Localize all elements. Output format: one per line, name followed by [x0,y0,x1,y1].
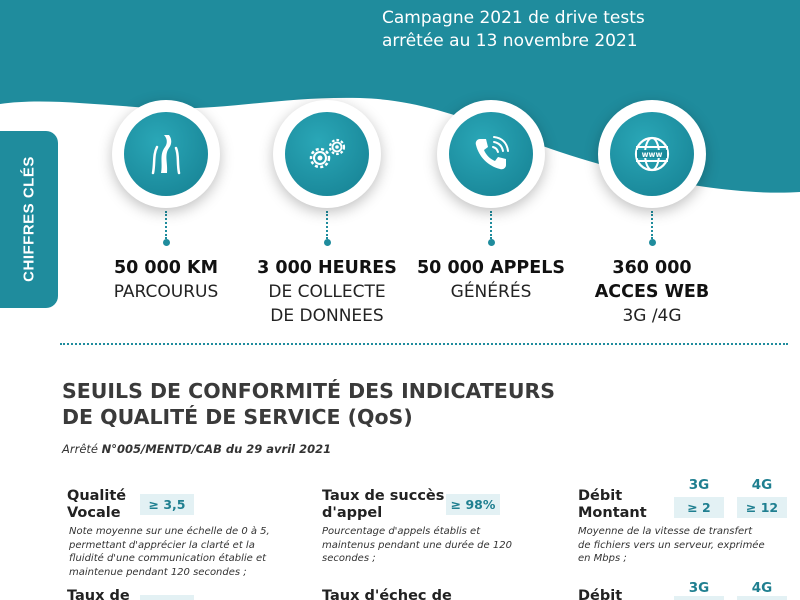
indicator-title-call-success: Taux de succès d'appel [322,488,445,521]
key-figures-tab [0,131,58,308]
phone-call-icon [471,134,511,174]
threshold-badge: ≥ 98% [446,494,500,515]
stat-circle [273,100,381,208]
key-figures-label: CHIFFRES CLÉS [20,156,38,282]
stat-value: 360 000 [612,258,692,278]
gears-icon [303,134,351,174]
dotted-divider [60,343,788,345]
stat-value: 50 000 KM [113,258,219,278]
stat-web-access [552,100,752,328]
stat-value: 50 000 APPELS [417,258,565,278]
www-globe-icon [632,134,672,174]
indicator-title-row2-2: Taux d'échec de [322,588,452,600]
indicator-description: Pourcentage d'appels établis et maintenus pendant une durée de 120 secondes ; [322,526,512,564]
threshold-badge: ≥ 3,5 [140,494,194,515]
generation-4g-label: 4G [751,477,773,493]
stat-caption: DE COLLECTE [268,282,386,302]
threshold-badge-row2-3g [674,596,724,600]
threshold-badge-row2 [140,595,194,600]
campaign-text [382,7,645,53]
stat-caption: 3G /4G [622,306,682,326]
threshold-badge-3g: ≥ 2 [674,497,724,518]
stat-caption: GÉNÉRÉS [450,282,532,302]
indicator-description: Note moyenne sur une échelle de 0 à 5, permettant d'apprécier la clarté et la fluidité d'une communication établie et maintenue pendant 120 secondes ; [69,526,270,578]
stat-circle [437,100,545,208]
stat-caption-bold: ACCES WEB [594,282,710,302]
indicator-description: Moyenne de la vitesse de transfert de fichiers vers un serveur, exprimée en Mbps ; [578,526,765,564]
stat-caption-2: DE DONNEES [270,306,384,326]
generation-3g-label-row2: 3G [688,580,710,596]
stat-circle [598,100,706,208]
arrete-reference: Arrêté N°005/MENTD/CAB du 29 avril 2021 [62,442,332,456]
road-icon [145,133,187,175]
generation-3g-label: 3G [688,477,710,493]
campaign-line-1: Campagne 2021 de drive tests [382,8,645,28]
indicator-title-voice-quality: Qualité Vocale [67,488,127,521]
campaign-line-2: arrêtée au 13 novembre 2021 [382,31,638,51]
indicator-title-row2-1: Taux de [67,588,130,600]
stat-value: 3 000 HEURES [257,258,397,278]
stat-circle [112,100,220,208]
indicator-title-row2-3: Débit [578,588,623,600]
indicator-title-upload-rate: Débit Montant [578,488,647,521]
threshold-badge-4g: ≥ 12 [737,497,787,518]
svg-text:www: www [641,150,663,159]
generation-4g-label-row2: 4G [751,580,773,596]
stat-caption: PARCOURUS [113,282,219,302]
threshold-badge-row2-4g [737,596,787,600]
qos-title: SEUILS DE CONFORMITÉ DES INDICATEURS DE QUALITÉ DE SERVICE (QoS) [62,379,556,429]
